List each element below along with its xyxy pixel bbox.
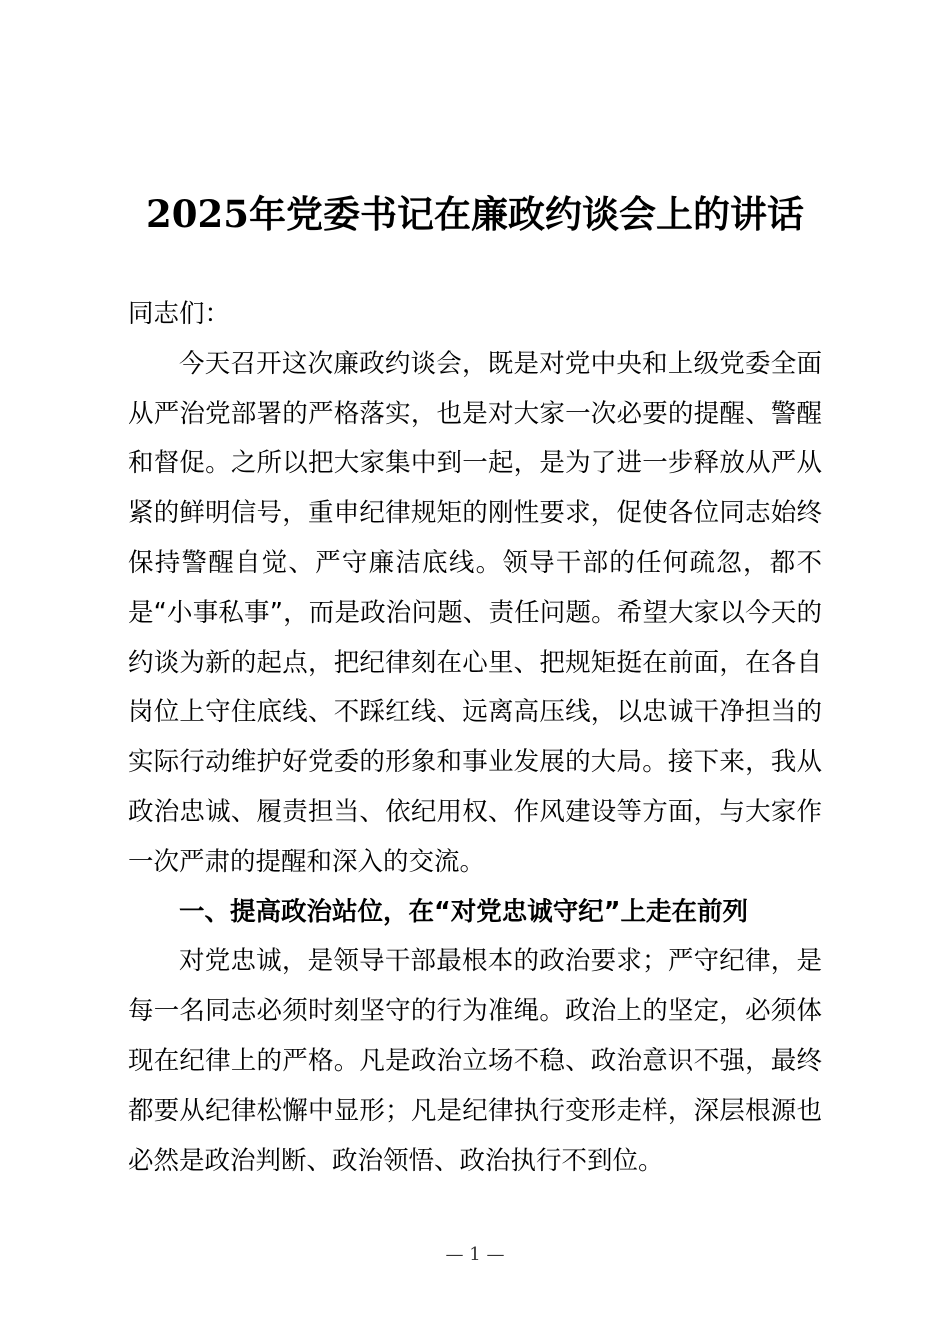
page-number: — 1 — [445, 1244, 505, 1265]
salutation: 同志们： [128, 299, 231, 329]
document-body [128, 290, 822, 1186]
section-paragraph: 对党忠诚，是领导干部最根本的政治要求；严守纪律，是每一名同志必须时刻坚守的行为准绳。政治上的坚定，必须体现在纪律上的严格。凡是政治立场不稳、政治意识不强，最终都要从纪律松懈中显形；凡是纪律执行变形走样，深层根源也必然是政治判断、政治领悟、政治执行不到位。 [128, 946, 822, 1176]
body-paragraph: 今天召开这次廉政约谈会，既是对党中央和上级党委全面从严治党部署的严格落实，也是对大家一次必要的提醒、警醒和督促。之所以把大家集中到一起，是为了进一步释放从严从紧的鲜明信号，重申纪律规矩的刚性要求，促使各位同志始终保持警醒自觉、严守廉洁底线。领导干部的任何疏忽，都不是“小事私事”，而是政治问题、责任问题。希望大家以今天的约谈为新的起点，把纪律刻在心里、把规矩挺在前面，在各自岗位上守住底线、不踩红线、远离高压线，以忠诚干净担当的实际行动维护好党委的形象和事业发展的大局。接下来，我从政治忠诚、履责担当、依纪用权、作风建设等方面，与大家作一次严肃的提醒和深入的交流。 [128, 348, 822, 877]
section-heading: 一、提高政治站位，在“对党忠诚守纪”上走在前列 [179, 896, 749, 927]
document-title: 2025年党委书记在廉政约谈会上的讲话 [146, 192, 804, 236]
